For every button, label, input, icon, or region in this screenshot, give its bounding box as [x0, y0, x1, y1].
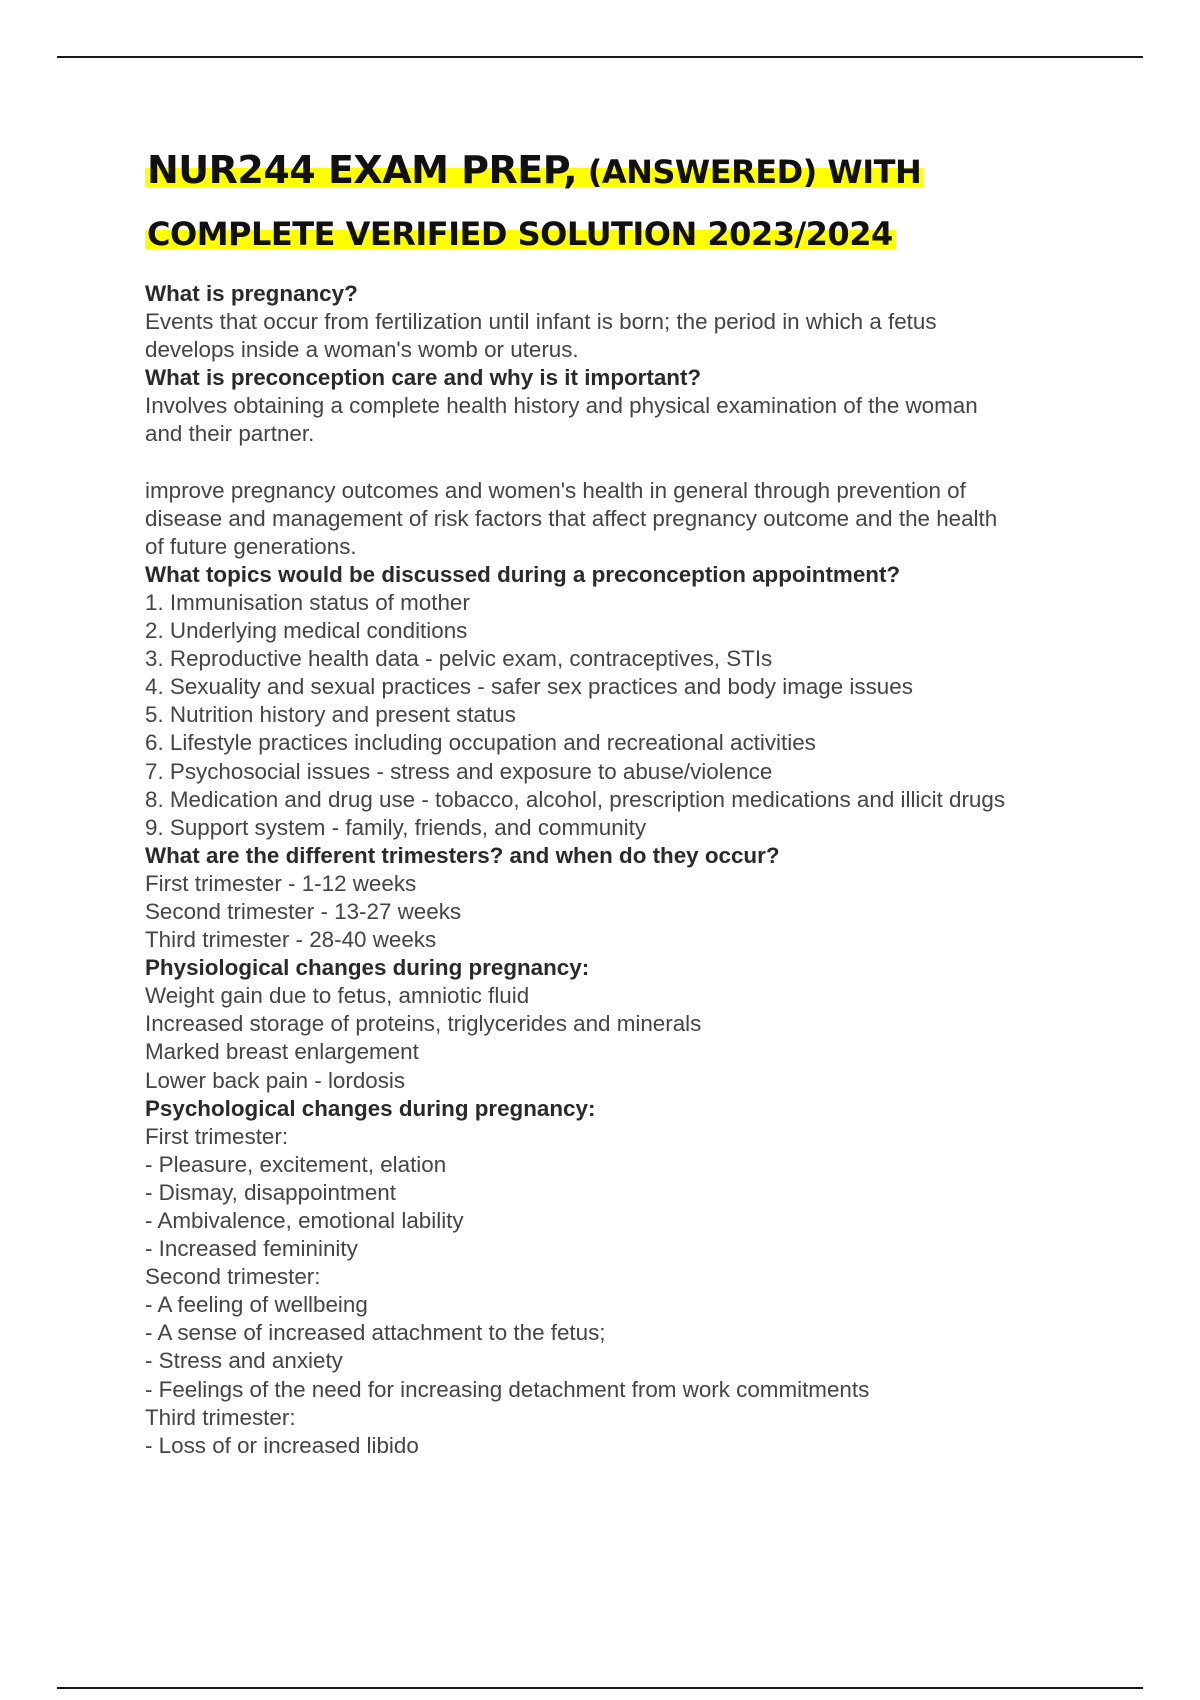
- answer-line: - Feelings of the need for increasing detachment from work commitments: [145, 1376, 870, 1402]
- list-item: 7. Psychosocial issues - stress and exposure to abuse/violence: [145, 758, 773, 784]
- answer-line: Second trimester - 13-27 weeks: [145, 898, 462, 924]
- answer-line: develops inside a woman's womb or uterus.: [145, 337, 579, 363]
- bottom-divider: [57, 1687, 1143, 1689]
- answer-line: Second trimester:: [145, 1264, 321, 1290]
- answer-line: - Dismay, disappointment: [145, 1179, 396, 1205]
- answer-line: - Increased femininity: [145, 1236, 358, 1262]
- answer-line: disease and management of risk factors that affect pregnancy outcome and the health: [145, 505, 998, 531]
- answer-line: Third trimester:: [145, 1404, 296, 1430]
- document-title: [145, 142, 1045, 268]
- question-heading: What topics would be discussed during a preconception appointment?: [145, 561, 901, 587]
- answer-line: Marked breast enlargement: [145, 1039, 419, 1065]
- list-item: 8. Medication and drug use - tobacco, alcohol, prescription medications and illicit drugs: [145, 786, 1006, 812]
- answer-line: First trimester:: [145, 1123, 289, 1149]
- title-answered: (ANSWERED) WITH: [577, 153, 922, 191]
- answer-line: Weight gain due to fetus, amniotic fluid: [145, 983, 530, 1009]
- answer-line: - Pleasure, excitement, elation: [145, 1151, 447, 1177]
- list-item: 9. Support system - family, friends, and community: [145, 814, 647, 840]
- title-course-code: NUR244 EXAM PREP,: [147, 148, 578, 192]
- answer-line: Increased storage of proteins, triglycerides and minerals: [145, 1011, 702, 1037]
- document-body: [145, 280, 1085, 1460]
- list-item: 6. Lifestyle practices including occupation and recreational activities: [145, 730, 816, 756]
- top-divider: [57, 56, 1143, 58]
- answer-line: of future generations.: [145, 533, 357, 559]
- list-item: 5. Nutrition history and present status: [145, 702, 516, 728]
- answer-line: Events that occur from fertilization until infant is born; the period in which a fetus: [145, 309, 937, 335]
- title-line-2: COMPLETE VERIFIED SOLUTION 2023/2024: [147, 215, 893, 253]
- question-heading: What is preconception care and why is it important?: [145, 365, 702, 391]
- answer-line: - A sense of increased attachment to the fetus;: [145, 1320, 606, 1346]
- answer-line: and their partner.: [145, 421, 315, 447]
- answer-line: - Loss of or increased libido: [145, 1432, 419, 1458]
- answer-line: Lower back pain - lordosis: [145, 1067, 406, 1093]
- answer-line: Third trimester - 28-40 weeks: [145, 927, 437, 953]
- answer-line: improve pregnancy outcomes and women's health in general through prevention of: [145, 477, 966, 503]
- question-heading: What is pregnancy?: [145, 281, 358, 306]
- list-item: 4. Sexuality and sexual practices - safer sex practices and body image issues: [145, 674, 913, 700]
- question-heading: What are the different trimesters? and when do they occur?: [145, 842, 780, 868]
- answer-line: - A feeling of wellbeing: [145, 1292, 368, 1318]
- answer-line: - Ambivalence, emotional lability: [145, 1208, 464, 1233]
- list-item: 3. Reproductive health data - pelvic exam, contraceptives, STIs: [145, 646, 773, 672]
- list-item: 2. Underlying medical conditions: [145, 618, 468, 644]
- question-heading: Psychological changes during pregnancy:: [145, 1095, 596, 1121]
- paragraph-gap: [145, 449, 1085, 477]
- list-item: 1. Immunisation status of mother: [145, 589, 470, 615]
- answer-line: - Stress and anxiety: [145, 1348, 343, 1374]
- question-heading: Physiological changes during pregnancy:: [145, 955, 590, 981]
- answer-line: Involves obtaining a complete health history and physical examination of the woman: [145, 393, 978, 419]
- answer-line: First trimester - 1-12 weeks: [145, 870, 417, 896]
